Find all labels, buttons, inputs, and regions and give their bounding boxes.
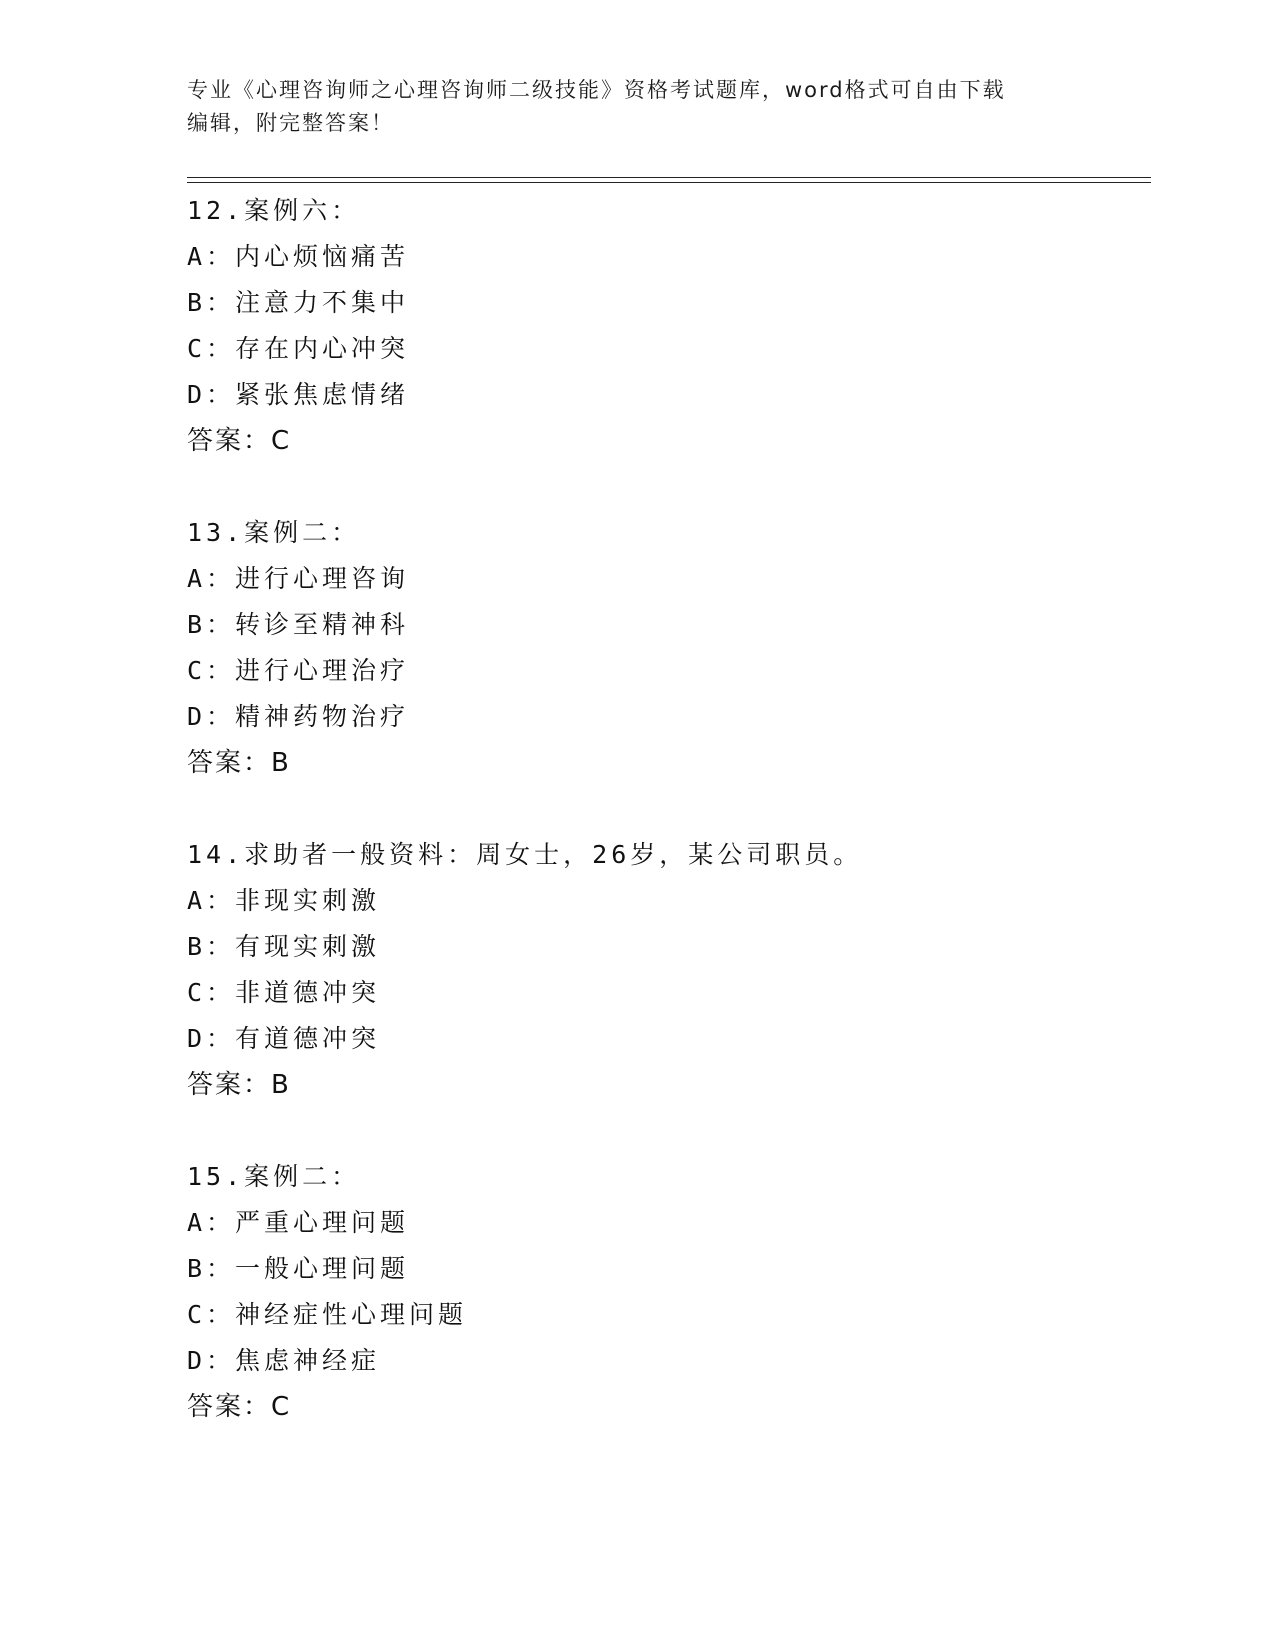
option-c: C：存在内心冲突 bbox=[187, 334, 410, 363]
question-15 bbox=[187, 1154, 1127, 1430]
question-stem: 14.求助者一般资料：周女士，26岁，某公司职员。 bbox=[187, 840, 863, 869]
answer: 答案：B bbox=[187, 748, 291, 778]
question-stem: 13.案例二： bbox=[187, 518, 361, 547]
question-stem: 12.案例六： bbox=[187, 196, 361, 225]
option-c: C：进行心理治疗 bbox=[187, 656, 410, 685]
option-c: C：神经症性心理问题 bbox=[187, 1300, 468, 1329]
question-14 bbox=[187, 832, 1127, 1108]
option-c: C：非道德冲突 bbox=[187, 978, 381, 1007]
answer: 答案：C bbox=[187, 426, 292, 456]
question-12 bbox=[187, 188, 1127, 464]
answer: 答案：C bbox=[187, 1392, 292, 1422]
option-b: B：有现实刺激 bbox=[187, 932, 381, 961]
option-d: D：精神药物治疗 bbox=[187, 702, 410, 731]
option-a: A：非现实刺激 bbox=[187, 886, 381, 915]
option-b: B：注意力不集中 bbox=[187, 288, 410, 317]
question-13 bbox=[187, 510, 1127, 786]
document-header bbox=[187, 74, 1067, 140]
option-d: D：紧张焦虑情绪 bbox=[187, 380, 410, 409]
option-d: D：有道德冲突 bbox=[187, 1024, 381, 1053]
option-b: B：一般心理问题 bbox=[187, 1254, 410, 1283]
option-a: A：进行心理咨询 bbox=[187, 564, 410, 593]
option-d: D：焦虑神经症 bbox=[187, 1346, 381, 1375]
answer: 答案：B bbox=[187, 1070, 291, 1100]
header-divider-bottom bbox=[187, 182, 1151, 183]
option-a: A：严重心理问题 bbox=[187, 1208, 410, 1237]
question-stem: 15.案例二： bbox=[187, 1162, 361, 1191]
header-line-1: 专业《心理咨询师之心理咨询师二级技能》资格考试题库，word格式可自由下载 bbox=[187, 78, 1006, 102]
header-line-2: 编辑，附完整答案！ bbox=[187, 111, 394, 135]
question-list bbox=[187, 188, 1127, 1476]
option-b: B：转诊至精神科 bbox=[187, 610, 410, 639]
option-a: A：内心烦恼痛苦 bbox=[187, 242, 410, 271]
header-divider-top bbox=[187, 177, 1151, 178]
